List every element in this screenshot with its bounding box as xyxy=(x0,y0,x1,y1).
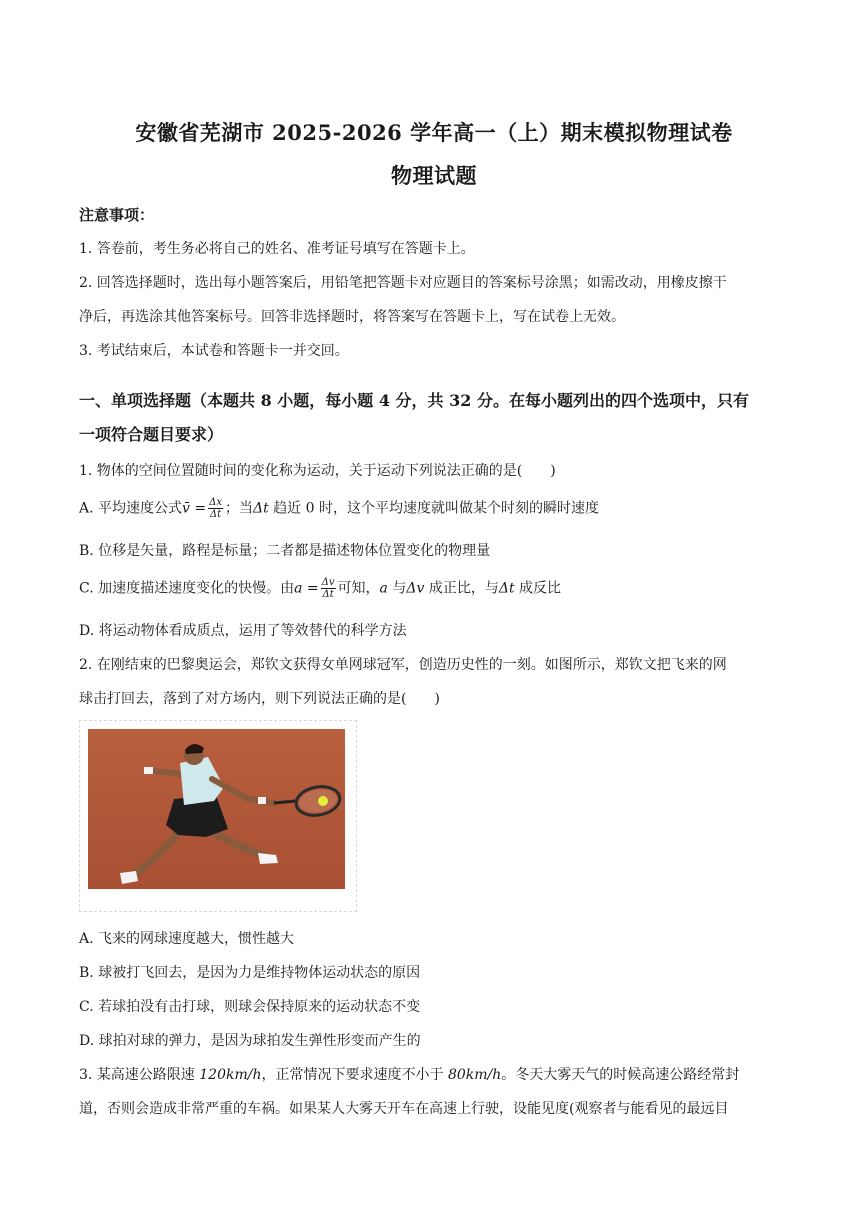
question-text: ，正常情况下要求速度不小于 xyxy=(261,1067,448,1083)
section-heading-line2: 一项符合题目要求） xyxy=(79,425,224,444)
fraction xyxy=(321,577,336,600)
question-2-option-d: D. 球拍对球的弹力，是因为球拍发生弹性形变而产生的 xyxy=(79,1033,421,1049)
fraction-numerator: Δv xyxy=(321,577,335,588)
exam-title: 安徽省芜湖市 2025-2026 学年高一（上）期末模拟物理试卷 xyxy=(135,120,733,145)
option-text: C. 加速度描述速度变化的快慢。由 xyxy=(79,580,295,597)
question-1-option-a xyxy=(79,497,599,520)
delta-t-symbol: Δt xyxy=(498,580,515,597)
min-speed-value: 80km/h xyxy=(447,1067,502,1083)
option-text: 趋近 0 时，这个平均速度就叫做某个时刻的瞬时速度 xyxy=(273,500,599,517)
question-2-stem-line1: 2. 在刚结束的巴黎奥运会，郑钦文获得女单网球冠军，创造历史性的一刻。如图所示，郑钦文把飞来的网 xyxy=(79,657,727,673)
notice-item: 2. 回答选择题时，选出每小题答案后，用铅笔把答题卡对应题目的答案标号涂黑；如需改动，用橡皮擦干 xyxy=(79,275,727,291)
notice-heading: 注意事项： xyxy=(79,206,155,224)
question-2-option-c: C. 若球拍没有击打球，则球会保持原来的运动状态不变 xyxy=(79,999,421,1015)
question-2-figure xyxy=(79,720,357,912)
notice-item: 净后，再选涂其他答案标号。回答非选择题时，将答案写在答题卡上，写在试卷上无效。 xyxy=(79,309,625,325)
option-text: A. 平均速度公式 xyxy=(79,500,183,517)
option-text: 可知， xyxy=(337,580,380,597)
speed-limit-value: 120km/h xyxy=(199,1067,262,1083)
question-3-stem-line1 xyxy=(79,1064,739,1084)
section-heading-line1: 一、单项选择题（本题共 8 小题，每小题 4 分，共 32 分。在每小题列出的四个选项中，只有 xyxy=(79,391,749,410)
option-text: 成正比，与 xyxy=(428,580,499,597)
option-text: 成反比 xyxy=(519,580,562,597)
question-2-option-b: B. 球被打飞回去，是因为力是维持物体运动状态的原因 xyxy=(79,965,421,981)
fraction-denominator: Δt xyxy=(322,589,334,600)
question-2-option-a: A. 飞来的网球速度越大，惯性越大 xyxy=(79,931,295,947)
question-1-option-d: D. 将运动物体看成质点，运用了等效替代的科学方法 xyxy=(79,623,407,639)
fraction xyxy=(208,497,223,520)
notice-item: 3. 考试结束后，本试卷和答题卡一并交回。 xyxy=(79,343,349,359)
acceleration-symbol: a = xyxy=(294,580,319,597)
question-text: 3. 某高速公路限速 xyxy=(79,1067,200,1083)
notice-item: 1. 答卷前，考生务必将自己的姓名、准考证号填写在答题卡上。 xyxy=(79,241,475,257)
question-2-stem-line2: 球击打回去，落到了对方场内，则下列说法正确的是( ) xyxy=(79,691,440,707)
avg-velocity-symbol: v̄ = xyxy=(182,500,207,517)
delta-t-symbol: Δt xyxy=(252,500,269,517)
section-heading xyxy=(79,384,791,452)
question-3-stem-line2: 道，否则会造成非常严重的车祸。如果某人大雾天开车在高速上行驶，设能见度(观察者与能看见的最远目 xyxy=(79,1101,729,1117)
question-1-option-b: B. 位移是矢量，路程是标量；二者都是描述物体位置变化的物理量 xyxy=(79,543,491,559)
option-text: ；当 xyxy=(224,500,253,517)
fraction-denominator: Δt xyxy=(209,509,222,520)
option-text: 与 xyxy=(392,580,407,597)
question-1-stem: 1. 物体的空间位置随时间的变化称为运动，关于运动下列说法正确的是( ) xyxy=(79,463,556,479)
tennis-player-photo xyxy=(88,729,345,889)
delta-v-symbol: Δv xyxy=(406,580,425,597)
acceleration-symbol: a xyxy=(379,580,388,597)
fraction-numerator: Δx xyxy=(209,497,222,508)
question-1-option-c xyxy=(79,577,561,600)
exam-subtitle: 物理试题 xyxy=(391,163,477,188)
question-text: 。冬天大雾天气的时候高速公路经常封 xyxy=(501,1067,740,1083)
